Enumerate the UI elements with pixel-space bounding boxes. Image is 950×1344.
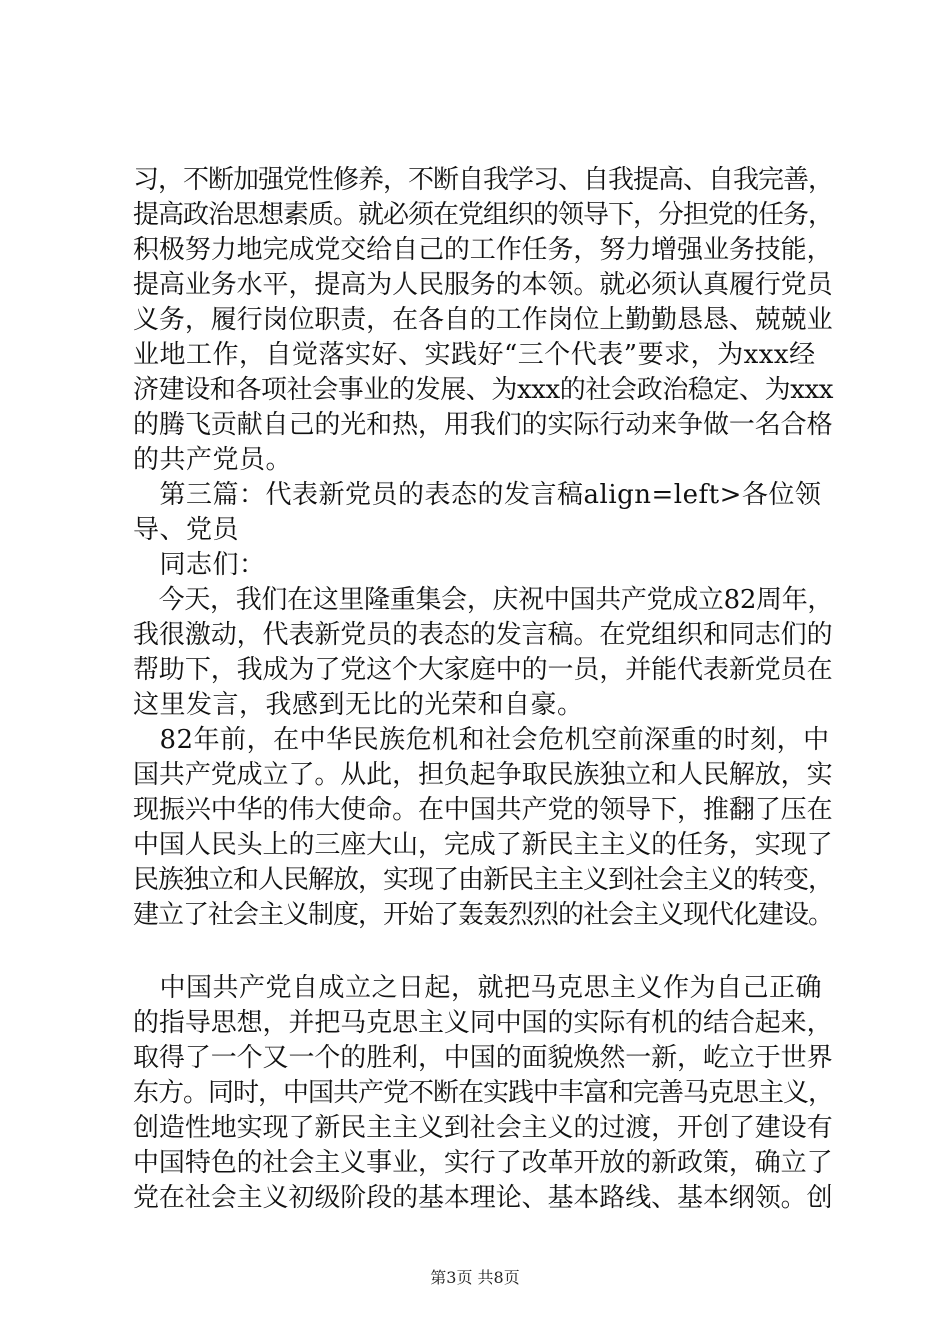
text-line: 取得了一个又一个的胜利，中国的面貌焕然一新，屹立于世界 bbox=[133, 1043, 833, 1073]
text-line: 党在社会主义初级阶段的基本理论、基本路线、基本纲领。创 bbox=[133, 1183, 833, 1213]
text-line: 现振兴中华的伟大使命。在中国共产党的领导下，推翻了压在 bbox=[133, 795, 833, 825]
section-heading: 第三篇：代表新党员的表态的发言稿align=left>各位领 bbox=[133, 480, 822, 510]
text-line: 今天，我们在这里隆重集会，庆祝中国共产党成立82周年， bbox=[133, 585, 834, 615]
text-line: 这里发言，我感到无比的光荣和自豪。 bbox=[133, 690, 584, 720]
text-line: 东方。同时，中国共产党不断在实践中丰富和完善马克思主义， bbox=[133, 1078, 834, 1108]
text-line: 习，不断加强党性修养，不断自我学习、自我提高、自我完善， bbox=[133, 165, 834, 195]
text-line: 中国特色的社会主义事业，实行了改革开放的新政策，确立了 bbox=[133, 1148, 833, 1178]
text-line: 业地工作，自觉落实好、实践好“三个代表”要求，为xxx经 bbox=[133, 340, 816, 370]
text-line: 提高业务水平，提高为人民服务的本领。就必须认真履行党员 bbox=[133, 270, 833, 300]
text-line: 的腾飞贡献自己的光和热，用我们的实际行动来争做一名合格 bbox=[133, 410, 833, 440]
text-line: 中国人民头上的三座大山，完成了新民主主义的任务，实现了 bbox=[133, 830, 833, 860]
text-line: 创造性地实现了新民主主义到社会主义的过渡，开创了建设有 bbox=[133, 1113, 833, 1143]
text-line: 民族独立和人民解放，实现了由新民主主义到社会主义的转变， bbox=[133, 865, 834, 895]
text-line: 国共产党成立了。从此，担负起争取民族独立和人民解放，实 bbox=[133, 760, 833, 790]
text-line: 济建设和各项社会事业的发展、为xxx的社会政治稳定、为xxx bbox=[133, 375, 833, 405]
text-line: 中国共产党自成立之日起，就把马克思主义作为自己正确 bbox=[133, 973, 823, 1003]
section-heading-continued: 导、党员 bbox=[133, 515, 240, 545]
text-line: 帮助下，我成为了党这个大家庭中的一员，并能代表新党员在 bbox=[133, 655, 833, 685]
salutation: 同志们： bbox=[133, 550, 266, 580]
text-line: 82年前，在中华民族危机和社会危机空前深重的时刻，中 bbox=[133, 725, 830, 755]
text-line: 积极努力地完成党交给自己的工作任务，努力增强业务技能， bbox=[133, 235, 833, 265]
text-line: 提高政治思想素质。就必须在党组织的领导下，分担党的任务， bbox=[133, 200, 834, 230]
text-line: 的指导思想，并把马克思主义同中国的实际有机的结合起来， bbox=[133, 1008, 833, 1038]
text-line: 我很激动，代表新党员的表态的发言稿。在党组织和同志们的 bbox=[133, 620, 833, 650]
text-line: 义务，履行岗位职责，在各自的工作岗位上勤勤恳恳、兢兢业 bbox=[133, 305, 833, 335]
text-line: 的共产党员。 bbox=[133, 445, 293, 475]
page-footer: 第3页 共8页 bbox=[430, 1268, 520, 1287]
text-line: 建立了社会主义制度，开始了轰轰烈烈的社会主义现代化建设。 bbox=[133, 900, 834, 930]
